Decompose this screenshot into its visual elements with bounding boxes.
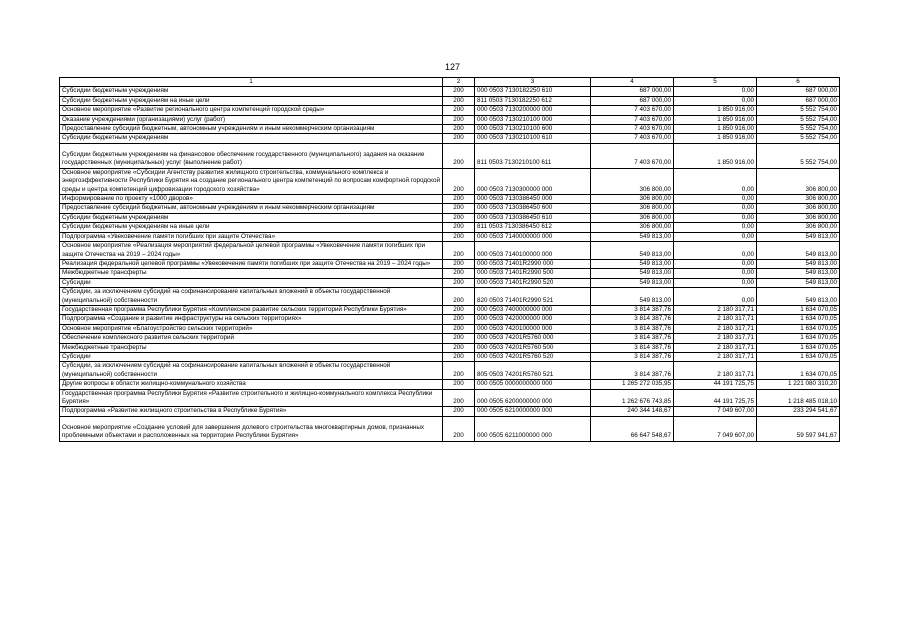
row-code-cell: 200 xyxy=(443,352,475,361)
row-regional-cell: 549 813,00 xyxy=(757,278,840,287)
table-row xyxy=(60,134,840,143)
column-header: 1 xyxy=(60,78,443,87)
row-classification-cell: 000 0503 7130386450 000 xyxy=(475,195,591,204)
row-code-cell: 200 xyxy=(443,416,475,441)
row-total-cell: 306 800,00 xyxy=(591,168,674,194)
row-total-cell: 549 813,00 xyxy=(591,288,674,306)
row-total-cell: 306 800,00 xyxy=(591,213,674,222)
row-federal-cell: 44 191 725,75 xyxy=(674,380,757,389)
row-code-cell: 200 xyxy=(443,259,475,268)
row-classification-cell: 811 0503 7130182250 612 xyxy=(475,96,591,105)
row-classification-cell: 000 0503 7130210100 600 xyxy=(475,125,591,134)
row-federal-cell: 0,00 xyxy=(674,213,757,222)
row-regional-cell: 549 813,00 xyxy=(757,269,840,278)
row-classification-cell: 000 0503 71401R2990 520 xyxy=(475,278,591,287)
row-federal-cell: 0,00 xyxy=(674,259,757,268)
row-classification-cell: 811 0503 7130386450 612 xyxy=(475,223,591,232)
row-total-cell: 3 814 387,76 xyxy=(591,315,674,324)
row-name-cell: Государственная программа Республики Бурятия «Комплексное развитие сельских территорий Республики Бурятия» xyxy=(60,305,443,314)
row-name-cell: Субсидии бюджетным учреждениям на финансовое обеспечение государственного (муниципального) задания на оказание государственных (муниципальных) услуг (выполнение работ) xyxy=(60,143,443,168)
row-classification-cell: 000 0503 7130210100 000 xyxy=(475,115,591,124)
row-classification-cell: 000 0503 7420100000 000 xyxy=(475,324,591,333)
row-regional-cell: 1 634 070,05 xyxy=(757,315,840,324)
row-federal-cell: 2 180 317,71 xyxy=(674,343,757,352)
row-federal-cell: 7 049 607,00 xyxy=(674,416,757,441)
row-total-cell: 3 814 387,76 xyxy=(591,324,674,333)
column-header: 2 xyxy=(443,78,475,87)
row-name-cell: Предоставление субсидий бюджетным, автономным учреждениям и иным некоммерческим организациям xyxy=(60,125,443,134)
row-code-cell: 200 xyxy=(443,389,475,407)
column-header: 5 xyxy=(674,78,757,87)
row-regional-cell: 59 597 941,67 xyxy=(757,416,840,441)
row-name-cell: Межбюджетные трансферты xyxy=(60,269,443,278)
budget-table xyxy=(59,77,840,442)
row-name-cell: Субсидии бюджетным учреждениям xyxy=(60,213,443,222)
row-total-cell: 66 647 548,67 xyxy=(591,416,674,441)
row-code-cell: 200 xyxy=(443,362,475,380)
row-federal-cell: 1 850 916,00 xyxy=(674,125,757,134)
row-name-cell: Субсидии бюджетным учреждениям xyxy=(60,134,443,143)
row-name-cell: Подпрограмма «Создание и развитие инфраструктуры на сельских территориях» xyxy=(60,315,443,324)
row-code-cell: 200 xyxy=(443,195,475,204)
row-code-cell: 200 xyxy=(443,324,475,333)
table-row xyxy=(60,115,840,124)
row-federal-cell: 0,00 xyxy=(674,223,757,232)
row-classification-cell: 000 0503 74201R5760 000 xyxy=(475,334,591,343)
row-name-cell: Субсидии xyxy=(60,278,443,287)
row-regional-cell: 5 552 754,00 xyxy=(757,125,840,134)
row-total-cell: 3 814 387,76 xyxy=(591,352,674,361)
row-name-cell: Оказание учреждениями (организациями) услуг (работ) xyxy=(60,115,443,124)
row-federal-cell: 0,00 xyxy=(674,269,757,278)
table-row xyxy=(60,168,840,194)
row-code-cell: 200 xyxy=(443,242,475,260)
row-name-cell: Основное мероприятие «Создание условий для завершения долевого строительства многоквартирных домов, признанных проблемными объектами и расположенных на территории Республики Бурятия» xyxy=(60,416,443,441)
table-row xyxy=(60,242,840,260)
row-classification-cell: 000 0505 6200000000 000 xyxy=(475,389,591,407)
row-classification-cell: 000 0503 71401R2990 000 xyxy=(475,259,591,268)
row-classification-cell: 805 0503 74201R5760 521 xyxy=(475,362,591,380)
row-code-cell: 200 xyxy=(443,278,475,287)
row-classification-cell: 000 0503 7140000000 000 xyxy=(475,232,591,241)
row-total-cell: 306 800,00 xyxy=(591,195,674,204)
row-code-cell: 200 xyxy=(443,315,475,324)
row-classification-cell: 000 0503 7130386450 600 xyxy=(475,204,591,213)
row-name-cell: Основное мероприятие «Развитие регионального центра компетенций городской среды» xyxy=(60,106,443,115)
row-name-cell: Информирование по проекту «1000 дворов» xyxy=(60,195,443,204)
row-total-cell: 7 403 670,00 xyxy=(591,106,674,115)
table-row xyxy=(60,87,840,96)
row-federal-cell: 1 850 916,00 xyxy=(674,143,757,168)
row-code-cell: 200 xyxy=(443,134,475,143)
row-regional-cell: 306 800,00 xyxy=(757,213,840,222)
table-header-row xyxy=(60,78,840,87)
row-regional-cell: 1 218 485 018,10 xyxy=(757,389,840,407)
row-federal-cell: 0,00 xyxy=(674,195,757,204)
row-federal-cell: 0,00 xyxy=(674,87,757,96)
table-row xyxy=(60,278,840,287)
table-row xyxy=(60,96,840,105)
table-row xyxy=(60,416,840,441)
row-code-cell: 200 xyxy=(443,168,475,194)
row-code-cell: 200 xyxy=(443,305,475,314)
table-row xyxy=(60,324,840,333)
row-code-cell: 200 xyxy=(443,232,475,241)
row-regional-cell: 5 552 754,00 xyxy=(757,143,840,168)
row-regional-cell: 1 634 070,05 xyxy=(757,343,840,352)
row-regional-cell: 549 813,00 xyxy=(757,259,840,268)
row-total-cell: 1 262 676 743,85 xyxy=(591,389,674,407)
row-name-cell: Другие вопросы в области жилищно-коммунального хозяйства xyxy=(60,380,443,389)
row-regional-cell: 549 813,00 xyxy=(757,288,840,306)
row-classification-cell: 000 0503 7130182250 610 xyxy=(475,87,591,96)
row-name-cell: Субсидии бюджетным учреждениям на иные цели xyxy=(60,96,443,105)
row-name-cell: Субсидии, за исключением субсидий на софинансирование капитальных вложений в объекты государственной (муниципальной) собственности xyxy=(60,362,443,380)
row-regional-cell: 306 800,00 xyxy=(757,204,840,213)
row-total-cell: 549 813,00 xyxy=(591,242,674,260)
table-row xyxy=(60,143,840,168)
table-row xyxy=(60,288,840,306)
row-classification-cell: 000 0503 7400000000 000 xyxy=(475,305,591,314)
column-header: 3 xyxy=(475,78,591,87)
table-row xyxy=(60,106,840,115)
row-federal-cell: 0,00 xyxy=(674,232,757,241)
table-row xyxy=(60,125,840,134)
row-name-cell: Субсидии бюджетным учреждениям xyxy=(60,87,443,96)
row-federal-cell: 0,00 xyxy=(674,204,757,213)
row-code-cell: 200 xyxy=(443,106,475,115)
row-regional-cell: 306 800,00 xyxy=(757,195,840,204)
row-code-cell: 200 xyxy=(443,288,475,306)
row-regional-cell: 233 294 541,67 xyxy=(757,407,840,416)
row-federal-cell: 2 180 317,71 xyxy=(674,334,757,343)
row-total-cell: 3 814 387,76 xyxy=(591,362,674,380)
row-classification-cell: 000 0503 71401R2990 500 xyxy=(475,269,591,278)
row-total-cell: 3 814 387,76 xyxy=(591,334,674,343)
row-total-cell: 306 800,00 xyxy=(591,223,674,232)
row-classification-cell: 000 0503 74201R5760 520 xyxy=(475,352,591,361)
row-total-cell: 549 813,00 xyxy=(591,232,674,241)
row-federal-cell: 1 850 916,00 xyxy=(674,106,757,115)
row-total-cell: 687 000,00 xyxy=(591,87,674,96)
table-row xyxy=(60,204,840,213)
row-name-cell: Межбюджетные трансферты xyxy=(60,343,443,352)
table-row xyxy=(60,223,840,232)
row-classification-cell: 000 0503 7130200000 000 xyxy=(475,106,591,115)
row-regional-cell: 1 221 080 310,20 xyxy=(757,380,840,389)
row-name-cell: Субсидии xyxy=(60,352,443,361)
row-name-cell: Основное мероприятие «Субсидии Агентству развития жилищного строительства, коммунального комплекса и энергоэффективности Республики Бурятия на создание регионального центра компетенций по вопросам комфортной городской среды и центра компетенций цифровизации городского хозяйства» xyxy=(60,168,443,194)
row-name-cell: Реализация федеральной целевой программы «Увековечение памяти погибших при защите Отечества на 2019 – 2024 годы» xyxy=(60,259,443,268)
row-total-cell: 7 403 670,00 xyxy=(591,125,674,134)
row-name-cell: Основное мероприятие «Благоустройство сельских территорий» xyxy=(60,324,443,333)
row-classification-cell: 000 0503 7420000000 000 xyxy=(475,315,591,324)
row-regional-cell: 549 813,00 xyxy=(757,232,840,241)
row-name-cell: Подпрограмма «Увековечение памяти погибших при защите Отечества» xyxy=(60,232,443,241)
row-federal-cell: 44 191 725,75 xyxy=(674,389,757,407)
row-regional-cell: 5 552 754,00 xyxy=(757,134,840,143)
row-classification-cell: 000 0503 74201R5760 500 xyxy=(475,343,591,352)
table-row xyxy=(60,334,840,343)
row-classification-cell: 000 0503 7130386450 610 xyxy=(475,213,591,222)
row-regional-cell: 5 552 754,00 xyxy=(757,106,840,115)
row-federal-cell: 7 049 607,00 xyxy=(674,407,757,416)
row-classification-cell: 000 0505 0000000000 000 xyxy=(475,380,591,389)
row-regional-cell: 1 634 070,05 xyxy=(757,305,840,314)
row-code-cell: 200 xyxy=(443,204,475,213)
row-total-cell: 3 814 387,76 xyxy=(591,305,674,314)
page-number: 127 xyxy=(444,62,461,72)
row-total-cell: 1 265 272 035,95 xyxy=(591,380,674,389)
row-regional-cell: 1 634 070,05 xyxy=(757,334,840,343)
row-federal-cell: 2 180 317,71 xyxy=(674,305,757,314)
table-row xyxy=(60,362,840,380)
table-row xyxy=(60,232,840,241)
row-total-cell: 687 000,00 xyxy=(591,96,674,105)
row-total-cell: 549 813,00 xyxy=(591,269,674,278)
row-regional-cell: 306 800,00 xyxy=(757,168,840,194)
row-code-cell: 200 xyxy=(443,115,475,124)
row-regional-cell: 1 634 070,05 xyxy=(757,324,840,333)
row-name-cell: Государственная программа Республики Бурятия «Развитие строительного и жилищно-коммунального комплекса Республики Бурятия» xyxy=(60,389,443,407)
row-code-cell: 200 xyxy=(443,87,475,96)
row-code-cell: 200 xyxy=(443,223,475,232)
table-row xyxy=(60,195,840,204)
row-name-cell: Предоставление субсидий бюджетным, автономным учреждениям и иным некоммерческим организациям xyxy=(60,204,443,213)
table-row xyxy=(60,352,840,361)
row-regional-cell: 687 000,00 xyxy=(757,96,840,105)
row-federal-cell: 0,00 xyxy=(674,278,757,287)
row-total-cell: 549 813,00 xyxy=(591,259,674,268)
row-federal-cell: 1 850 916,00 xyxy=(674,115,757,124)
table-row xyxy=(60,343,840,352)
row-classification-cell: 820 0503 71401R2990 521 xyxy=(475,288,591,306)
table-row xyxy=(60,407,840,416)
row-classification-cell: 000 0503 7130300000 000 xyxy=(475,168,591,194)
column-header: 6 xyxy=(757,78,840,87)
row-total-cell: 240 344 148,67 xyxy=(591,407,674,416)
row-code-cell: 200 xyxy=(443,407,475,416)
row-regional-cell: 549 813,00 xyxy=(757,242,840,260)
row-code-cell: 200 xyxy=(443,380,475,389)
row-code-cell: 200 xyxy=(443,143,475,168)
row-federal-cell: 2 180 317,71 xyxy=(674,324,757,333)
table-row xyxy=(60,305,840,314)
row-classification-cell: 000 0505 6211000000 000 xyxy=(475,416,591,441)
row-regional-cell: 306 800,00 xyxy=(757,223,840,232)
row-total-cell: 306 800,00 xyxy=(591,204,674,213)
row-total-cell: 3 814 387,76 xyxy=(591,343,674,352)
row-regional-cell: 1 634 070,05 xyxy=(757,362,840,380)
row-federal-cell: 1 850 916,00 xyxy=(674,134,757,143)
row-code-cell: 200 xyxy=(443,213,475,222)
column-header: 4 xyxy=(591,78,674,87)
row-name-cell: Обеспечение комплексного развития сельских территорий xyxy=(60,334,443,343)
row-federal-cell: 0,00 xyxy=(674,242,757,260)
table-row xyxy=(60,269,840,278)
row-name-cell: Субсидии бюджетным учреждениям на иные цели xyxy=(60,223,443,232)
row-federal-cell: 2 180 317,71 xyxy=(674,362,757,380)
row-code-cell: 200 xyxy=(443,96,475,105)
row-regional-cell: 687 000,00 xyxy=(757,87,840,96)
table-row xyxy=(60,259,840,268)
table-row xyxy=(60,380,840,389)
row-federal-cell: 0,00 xyxy=(674,168,757,194)
row-total-cell: 549 813,00 xyxy=(591,278,674,287)
row-classification-cell: 000 0503 7140100000 000 xyxy=(475,242,591,260)
table-row xyxy=(60,389,840,407)
row-name-cell: Субсидии, за исключением субсидий на софинансирование капитальных вложений в объекты государственной (муниципальной) собственности xyxy=(60,288,443,306)
row-code-cell: 200 xyxy=(443,269,475,278)
table-row xyxy=(60,213,840,222)
row-regional-cell: 1 634 070,05 xyxy=(757,352,840,361)
table-row xyxy=(60,315,840,324)
row-total-cell: 7 403 670,00 xyxy=(591,134,674,143)
row-total-cell: 7 403 670,00 xyxy=(591,115,674,124)
row-federal-cell: 0,00 xyxy=(674,288,757,306)
row-total-cell: 7 403 670,00 xyxy=(591,143,674,168)
row-federal-cell: 0,00 xyxy=(674,96,757,105)
row-classification-cell: 000 0503 7130210100 610 xyxy=(475,134,591,143)
row-code-cell: 200 xyxy=(443,343,475,352)
row-name-cell: Подпрограмма «Развитие жилищного строительства в Республике Бурятия» xyxy=(60,407,443,416)
row-name-cell: Основное мероприятие «Реализация мероприятий федеральной целевой программы «Увековечение памяти погибших при защите Отечества на 2019 – 2024 годы» xyxy=(60,242,443,260)
row-code-cell: 200 xyxy=(443,125,475,134)
row-classification-cell: 811 0503 7130210100 611 xyxy=(475,143,591,168)
row-code-cell: 200 xyxy=(443,334,475,343)
row-regional-cell: 5 552 754,00 xyxy=(757,115,840,124)
row-federal-cell: 2 180 317,71 xyxy=(674,315,757,324)
row-federal-cell: 2 180 317,71 xyxy=(674,352,757,361)
row-classification-cell: 000 0505 6210000000 000 xyxy=(475,407,591,416)
